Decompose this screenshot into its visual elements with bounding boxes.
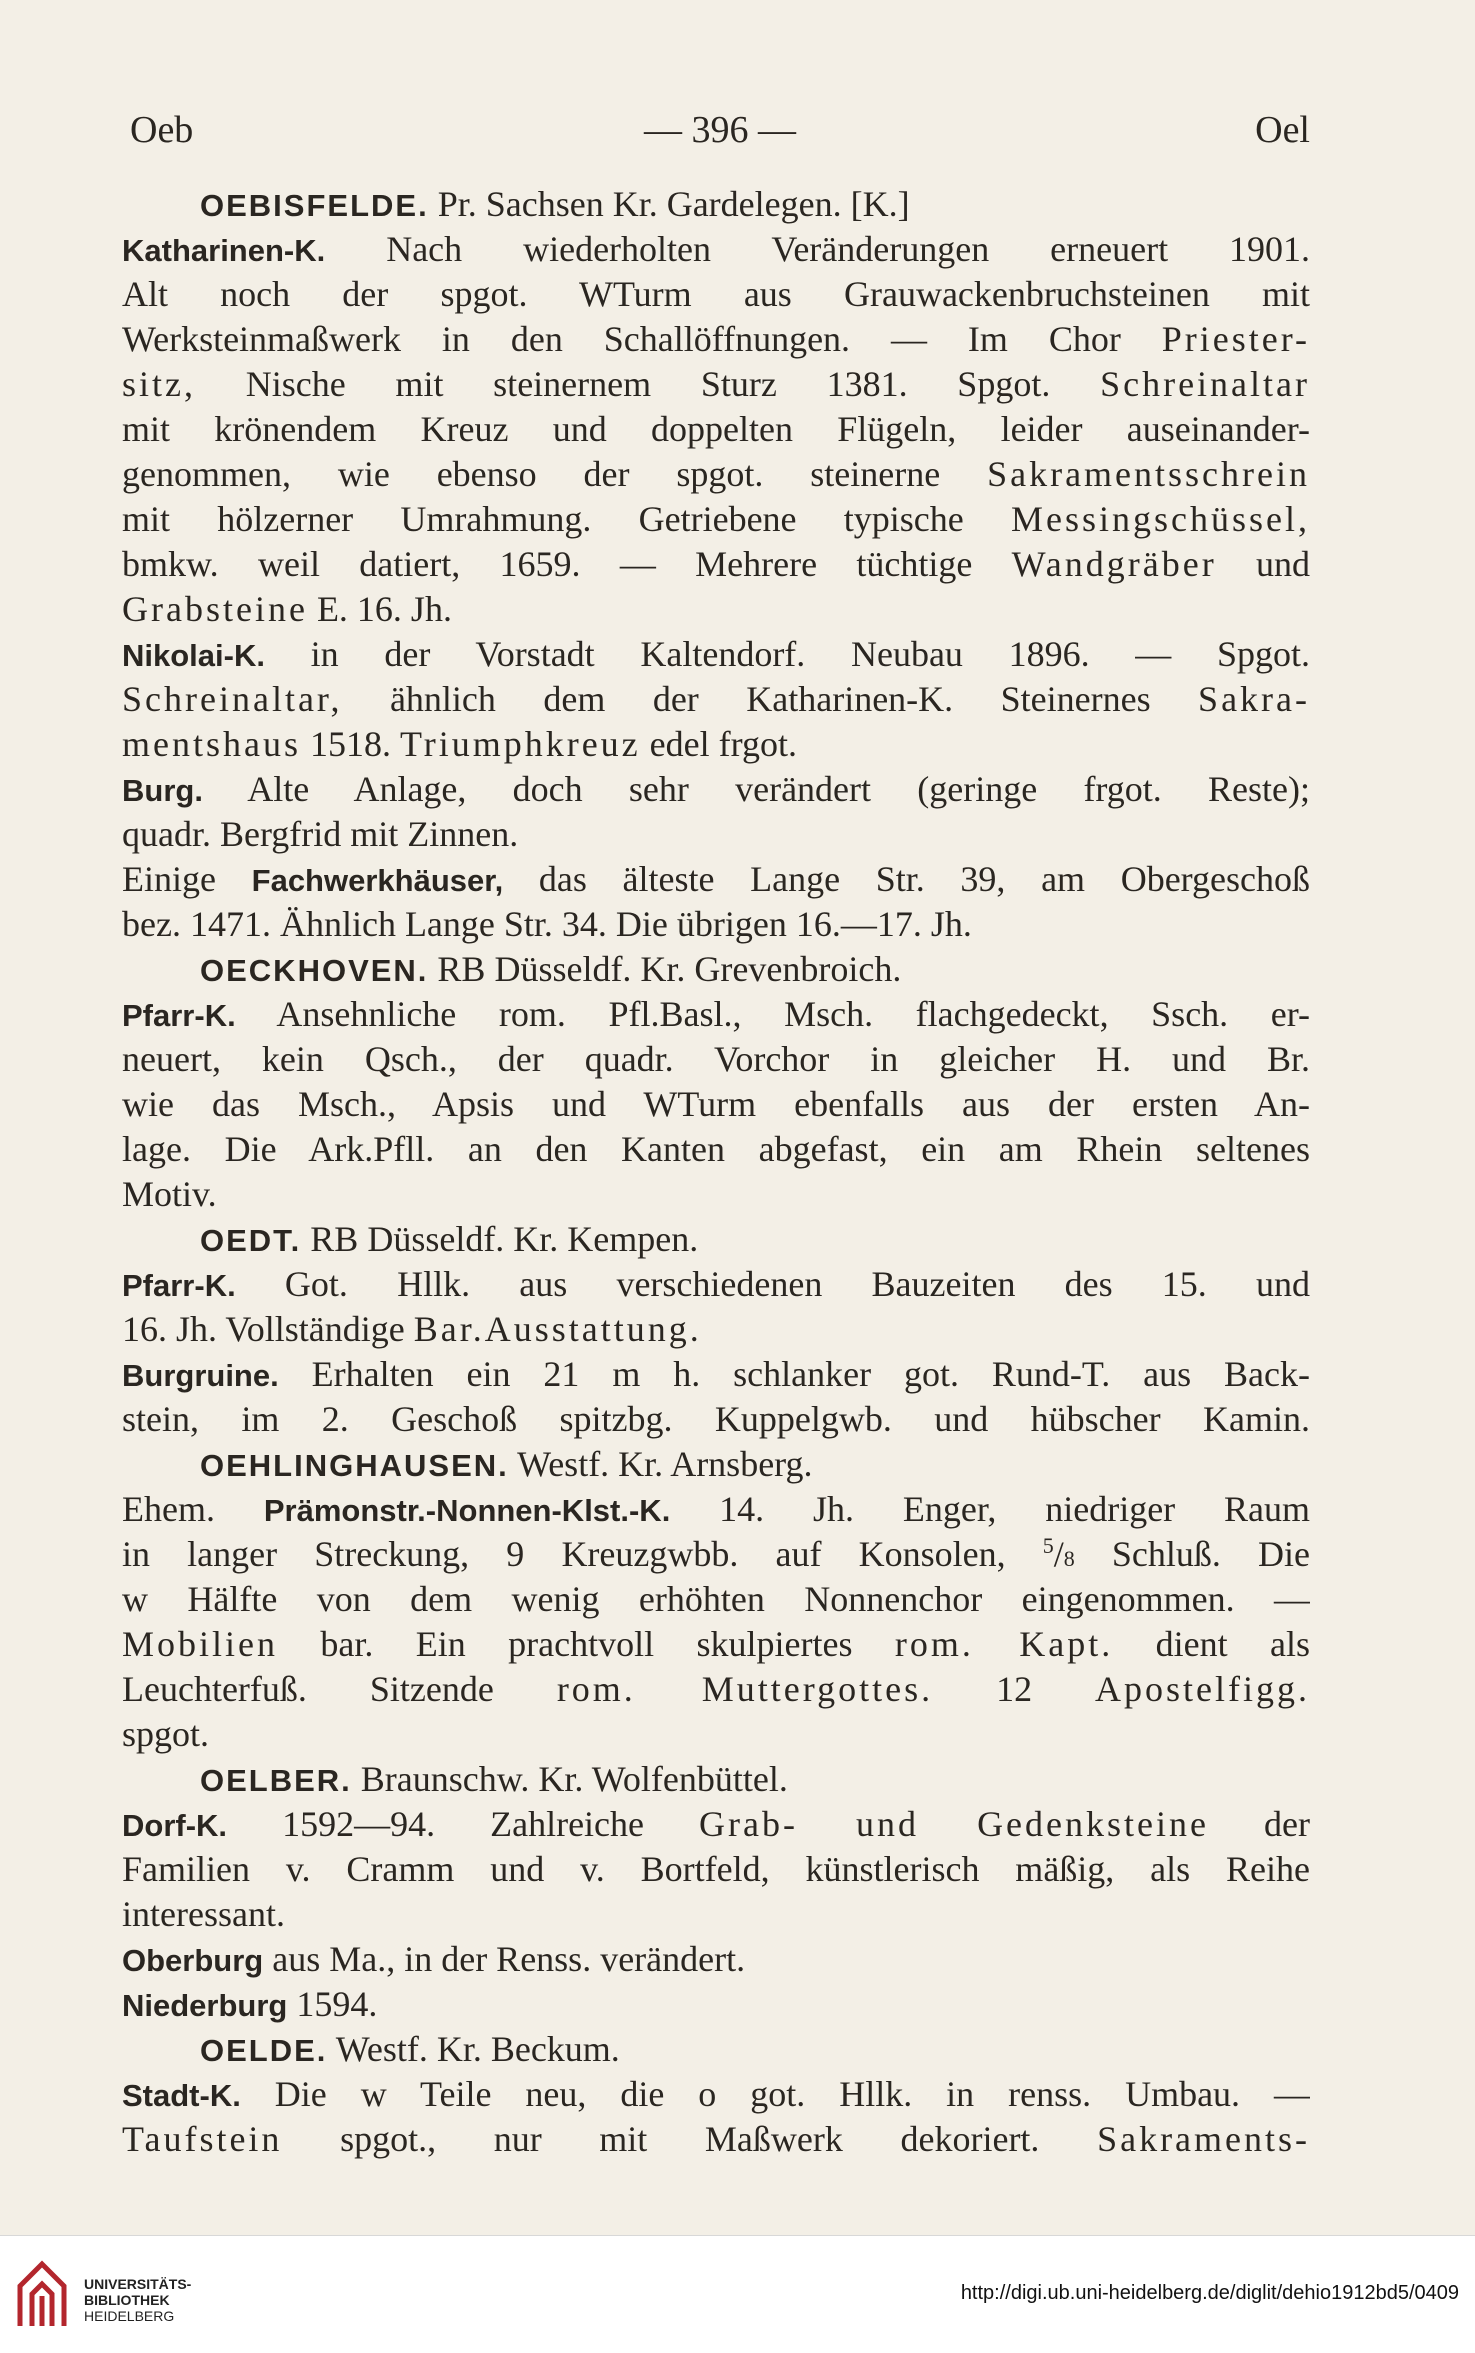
header-left-keyword: Oeb (130, 109, 194, 151)
text-line: neuert, kein Qsch., der quadr. Vorchor in gleicher H. und Br. (122, 1039, 1310, 1079)
text-line: Werksteinmaßwerk in den Schallöffnungen. — Im Chor Priester- (122, 319, 1310, 359)
text-line: Leuchterfuß. Sitzende rom. Muttergottes. 12 Apostelfigg. (122, 1669, 1310, 1709)
text-line: Nikolai-K. in der Vorstadt Kaltendorf. Neubau 1896. — Spgot. (122, 634, 1310, 674)
text-line: Motiv. (122, 1174, 217, 1214)
text-line: Burgruine. Erhalten ein 21 m h. schlanker got. Rund-T. aus Back- (122, 1354, 1310, 1394)
text-line: Pfarr-K. Got. Hllk. aus verschiedenen Bauzeiten des 15. und (122, 1264, 1310, 1304)
text-line: quadr. Bergfrid mit Zinnen. (122, 814, 519, 854)
entry-heading-oedt: OEDT. RB Düsseldf. Kr. Kempen. (200, 1219, 699, 1259)
text-line: Grabsteine E. 16. Jh. (122, 589, 452, 629)
text-line: Ehem. Prämonstr.-Nonnen-Klst.-K. 14. Jh. Enger, niedriger Raum (122, 1489, 1310, 1529)
library-name[interactable]: UNIVERSITÄTS- BIBLIOTHEK HEIDELBERG (84, 2276, 192, 2324)
text-line: Stadt-K. Die w Teile neu, die o got. Hllk. in renss. Umbau. — (122, 2074, 1310, 2114)
text-line: Taufstein spgot., nur mit Maßwerk dekoriert. Sakraments- (122, 2119, 1310, 2159)
text-line: w Hälfte von dem wenig erhöhten Nonnenchor eingenommen. — (122, 1579, 1310, 1619)
text-line: 16. Jh. Vollständige Bar.Ausstattung. (122, 1309, 702, 1349)
text-line: mentshaus 1518. Triumphkreuz edel frgot. (122, 724, 797, 764)
entry-heading-oebisfelde: OEBISFELDE. Pr. Sachsen Kr. Gardelegen. [K.] (200, 184, 910, 224)
text-line: bez. 1471. Ähnlich Lange Str. 34. Die übrigen 16.—17. Jh. (122, 904, 972, 944)
entry-heading-oeckhoven: OECKHOVEN. RB Düsseldf. Kr. Grevenbroich. (200, 949, 902, 989)
entry-heading-oelde: OELDE. Westf. Kr. Beckum. (200, 2029, 620, 2069)
text-line: Mobilien bar. Ein prachtvoll skulpiertes rom. Kapt. dient als (122, 1624, 1310, 1664)
text-line: Familien v. Cramm und v. Bortfeld, künstlerisch mäßig, als Reihe (122, 1849, 1310, 1889)
text-line: interessant. (122, 1894, 285, 1934)
header-right-keyword: Oel (1255, 109, 1310, 151)
text-line: Katharinen-K. Nach wiederholten Veränderungen erneuert 1901. (122, 229, 1310, 269)
text-line: Pfarr-K. Ansehnliche rom. Pfl.Basl., Msch. flachgedeckt, Ssch. er- (122, 994, 1310, 1034)
fraction: $^5$/8 (1042, 1533, 1075, 1574)
text-line: wie das Msch., Apsis und WTurm ebenfalls aus der ersten An- (122, 1084, 1310, 1124)
text-line: mit krönendem Kreuz und doppelten Flügeln, leider auseinander- (122, 409, 1310, 449)
text-line: Schreinaltar, ähnlich dem der Katharinen-K. Steinernes Sakra- (122, 679, 1310, 719)
text-line: genommen, wie ebenso der spgot. steinerne Sakramentsschrein (122, 454, 1310, 494)
text-line: bmkw. weil datiert, 1659. — Mehrere tüchtige Wandgräber und (122, 544, 1310, 584)
text-line: Alt noch der spgot. WTurm aus Grauwackenbruchsteinen mit (122, 274, 1310, 314)
text-line: Niederburg 1594. (122, 1984, 378, 2024)
text-line: Burg. Alte Anlage, doch sehr verändert (geringe frgot. Reste); (122, 769, 1310, 809)
text-line: in langer Streckung, 9 Kreuzgwbb. auf Konsolen, $^5$/8 Schluß. Die (122, 1533, 1310, 1574)
text-column (122, 182, 1310, 2162)
text-line: Oberburg aus Ma., in der Renss. verändert. (122, 1939, 746, 1979)
entry-heading-oehlinghausen: OEHLINGHAUSEN. Westf. Kr. Arnsberg. (200, 1444, 813, 1484)
entry-heading-oelber: OELBER. Braunschw. Kr. Wolfenbüttel. (200, 1759, 788, 1799)
page-number: — 396 — (644, 109, 796, 151)
text-line: Dorf-K. 1592—94. Zahlreiche Grab- und Gedenksteine der (122, 1804, 1310, 1844)
text-line: spgot. (122, 1714, 210, 1754)
permalink-url[interactable]: http://digi.ub.uni-heidelberg.de/diglit/dehio1912bd5/0409 (960, 2282, 1459, 2304)
text-line: mit hölzerner Umrahmung. Getriebene typische Messingschüssel, (122, 499, 1310, 539)
text-line: stein, im 2. Geschoß spitzbg. Kuppelgwb. und hübscher Kamin. (122, 1399, 1310, 1439)
running-header (130, 100, 1310, 160)
text-line: sitz, Nische mit steinernem Sturz 1381. Spgot. Schreinaltar (122, 364, 1310, 404)
viewer-footer (0, 2235, 1475, 2353)
text-line: Einige Fachwerkhäuser, das älteste Lange Str. 39, am Obergeschoß (122, 859, 1310, 899)
library-logo-icon[interactable] (12, 2256, 72, 2331)
text-line: lage. Die Ark.Pfll. an den Kanten abgefast, ein am Rhein seltenes (122, 1129, 1310, 1169)
